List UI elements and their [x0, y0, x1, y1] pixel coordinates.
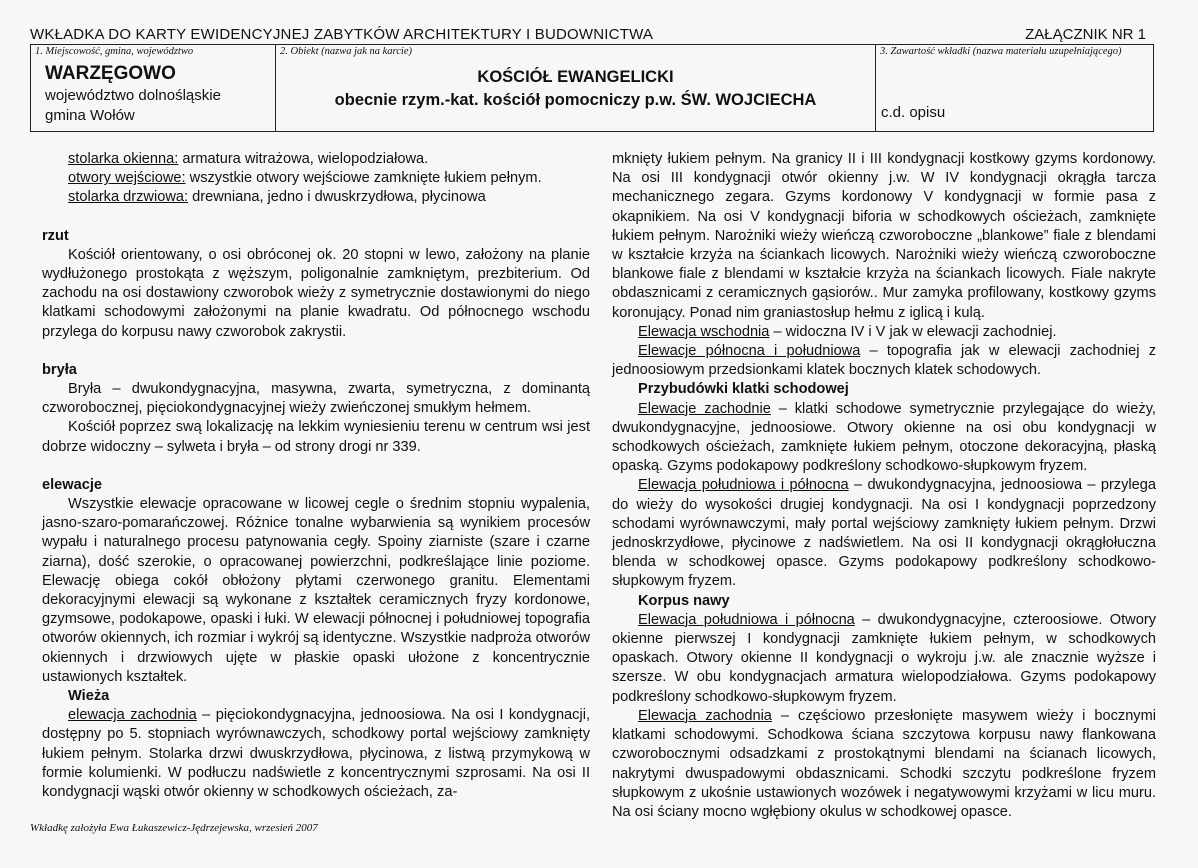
term: Elewacje północna i południowa: [638, 343, 861, 360]
paragraph-rzut: Kościół orientowany, o osi obróconej ok. 20 stopni w lewo, założony na planie wydłużonego prostokąta z węższym, poligonalnie zamkniętym, prezbiterium. Od zachodu na osi dostawiony czworobok wieży z symetrycznie dostawionymi do niego klatkami schodowymi założonymi na planie kwadratu. Od północnego wschodu przylega do korpusu nawy czworobok zakrystii.: [42, 246, 590, 340]
section-heading-bryla: bryła: [42, 361, 77, 378]
location-cell: [31, 45, 276, 131]
term: elewacja zachodnia: [68, 707, 197, 724]
term: stolarka okienna:: [68, 151, 179, 167]
left-column: [42, 150, 590, 802]
paragraph-elewacje: Wszystkie elewacje opracowane w licowej cegle o średnim stopniu wypalenia, jasno-szaro-pomarańczowej. Różnice tonalne wybarwienia są wynikiem procesów wypału i naturalnego procesu patynowania cegły. Spoiny ziarniste (szare i czarne ziarna), dość szerokie, o opracowanej powierzchni, podkreślające linie poziome. Elewację obiega cokół obłożony płytami czerwonego granitu. Elementami dekoracyjnymi elewacji są wykonane z kształtek ceramicznych fryzy kordonowe, gzymsowe, podokapowe, opaski i łuki. W elewacji północnej i południowej topografia otworów okiennych, ich rozmiar i wykrój są identyczne. Wszystkie nadproża otworów okiennych i drzwiowych ujęte w płaskie opaski ułożone z koncentrycznie ustawionych kształtek.: [42, 496, 590, 685]
window-joinery-line: [42, 150, 590, 169]
text: drewniana, jedno i dwuskrzydłowa, płycinowa: [188, 189, 486, 206]
paragraph-tower-cont: mknięty łukiem pełnym. Na granicy II i III kondygnacji kostkowy gzyms kordonowy. Na osi III kondygnacji otwór okienny j.w. W IV kondygnacji okrągła tarcza mechanicznego zegara. Gzyms kordonowy V kondygnacji w formie pasa z okapnikiem. Na osi V kondygnacji biforia w schodkowych ościeżach, zamknięte łukiem pełnym. Narożniki wieży wieńczą czworoboczne „blankowe” fiale z blendami w kształcie krzyża na ściankach licowych. Narożniki wieży wieńczą czworoboczne blankowe fiale z blendami w kształcie krzyża na ściankach licowych. Fiale nakryte obdasznicami z ceramicznych gąsiorów.. Mur zamyka profilowany, kostkowy gzyms koronujący. Ponad nim graniastosłup hełmu z iglicą i kulą.: [612, 151, 1156, 321]
text: – dwukondygnacyjne, czteroosiowe. Otwory okienne pierwszej I kondygnacji zamknięte łukiem pełnym, w schodkowych opaskach. Otwory okienne II kondygnacji o wykroju j.w. ale znacznie wyższe i szersze. W obu kondygnacjach armatura wielopodziałowa. Gzyms podokapowy podkreślony schodkowo-słupkowym fryzem.: [612, 611, 1156, 705]
right-column: [612, 150, 1156, 822]
header-table: [30, 45, 1154, 132]
paragraph-bryla-2: Kościół poprzez swą lokalizację na lekkim wyniesieniu terenu w centrum wsi jest dobrze widoczny – sylweta i bryła – od strony drogi nr 339.: [42, 419, 590, 455]
text: – dwukondygnacyjna, jednoosiowa – przylega do wieży do wysokości drugiej kondygnacji. Na osi I kondygnacji poprzedzony schodami wyrównawczymi, mały portal wejściowy zamknięty łukiem pełnym. Drzwi jednoskrzydłowe, płycinowe z nadświetlem. Na osi II kondygnacji okrągłołuczna blenda w schodkowej opasce. Gzyms podokapowy podkreślony schodkowo-słupkowym fryzem.: [612, 477, 1156, 590]
term: Elewacje zachodnie: [638, 400, 771, 417]
paragraph-nave-south-north: [612, 611, 1156, 707]
text: – klatki schodowe symetrycznie przylegające do wieży, dwukondygnacyjne, jednoosiowe. Otwory okienne na osi obu kondygnacji w schodkowych ościeżach, zamknięte łukiem pełnym, otoczone dekoracyjną, płaską opaską. Gzyms podokapowy podkreślony schodkowo-słupkowym fryzem.: [612, 400, 1156, 475]
paragraph-nave-west: [612, 707, 1156, 822]
paragraph-stair-west: [612, 400, 1156, 477]
door-joinery-line: [42, 188, 590, 207]
term: Elewacja zachodnia: [638, 707, 772, 724]
paragraph-bryla-1: Bryła – dwukondygnacyjna, masywna, zwarta, symetryczna, z dominantą czworobocznej, pięciokondygnacyjnej wieży zwieńczonej smukłym hełmem.: [42, 381, 590, 417]
object-subtitle: obecnie rzym.-kat. kościół pomocniczy p.w. ŚW. WOJCIECHA: [334, 91, 817, 109]
paragraph-north-south: [612, 342, 1156, 380]
section-heading-elewacje: elewacje: [42, 476, 103, 493]
gmina: gmina Wołów: [45, 107, 135, 124]
term: otwory wejściowe:: [68, 170, 186, 187]
subheading-nave: Korpus nawy: [638, 592, 730, 609]
term: Elewacja wschodnia: [638, 323, 770, 340]
term: Elewacja południowa i północna: [638, 477, 849, 494]
paragraph-stair-south-north: [612, 476, 1156, 591]
subheading-staircases: Przybudówki klatki schodowej: [638, 381, 849, 398]
entrance-openings-line: [42, 169, 590, 188]
annex-number: ZAŁĄCZNIK NR 1: [1025, 26, 1146, 43]
paragraph-east: [612, 323, 1156, 342]
form-title: WKŁADKA DO KARTY EWIDENCYJNEJ ZABYTKÓW ARCHITEKTURY I BUDOWNICTWA: [30, 26, 654, 43]
text: – pięciokondygnacyjna, jednoosiowa. Na osi I kondygnacji, dostępny po 5. stopniach wyrównawczych, schodkowy portal wejściowy zamknięty łukiem pełnym. Stolarka drzwi dwuskrzydłowa, płycinowa, z listwą przymykową w formie kolumienki. W podłuczu nadświetle z koncentrycznymi szprosami. Na osi II kondygnacji wąski otwór okienny w schodkowych ościeżach, za-: [42, 707, 591, 801]
text: – topografia jak w elewacji zachodniej z jednoosiowym przedsionkami klatek bocznych klatek schodowych.: [612, 343, 1156, 379]
location-label: 1. Miejscowość, gmina, województwo: [35, 46, 194, 57]
subheading-wieza: Wieża: [68, 688, 110, 705]
text: – widoczna IV i V jak w elewacji zachodniej.: [769, 323, 1057, 340]
footer-note: Wkładkę założyła Ewa Łukaszewicz-Jędrzejewska, wrzesień 2007: [30, 822, 318, 834]
object-title: KOŚCIÓŁ EWANGELICKI: [477, 68, 674, 86]
text: armatura witrażowa, wielopodziałowa.: [178, 151, 429, 167]
text: wszystkie otwory wejściowe zamknięte łukiem pełnym.: [185, 170, 542, 187]
content-cell: [876, 45, 1155, 131]
object-cell: [276, 45, 876, 131]
term: stolarka drzwiowa:: [68, 189, 189, 206]
term: Elewacja południowa i północna: [638, 611, 855, 628]
voivodeship: województwo dolnośląskie: [45, 87, 221, 104]
object-label: 2. Obiekt (nazwa jak na karcie): [280, 46, 412, 57]
paragraph-wieza: [42, 706, 590, 802]
form-title-bar: [30, 26, 1154, 45]
place-name: WARZĘGOWO: [45, 63, 176, 84]
content-label: 3. Zawartość wkładki (nazwa materiału uzupełniającego): [880, 46, 1122, 57]
section-heading-rzut: rzut: [42, 227, 69, 244]
text: – częściowo przesłonięte masywem wieży i bocznymi klatkami schodowymi. Schodkowa ściana szczytowa korpusu nawy flankowana czworobocznymi odsadzkami z prostokątnymi blendami na ścianach licowych, nakrytymi dwuspadowymi obdasznicami. Schodki szczytu podkreślone fryzem słupkowym z ukośnie ustawionych wozówek i negatywowymi krzyżami w licu muru. Na osi ściany mocno wgłębiony okulus w schodkowej opasce.: [612, 707, 1157, 820]
content-value: c.d. opisu: [881, 104, 946, 121]
